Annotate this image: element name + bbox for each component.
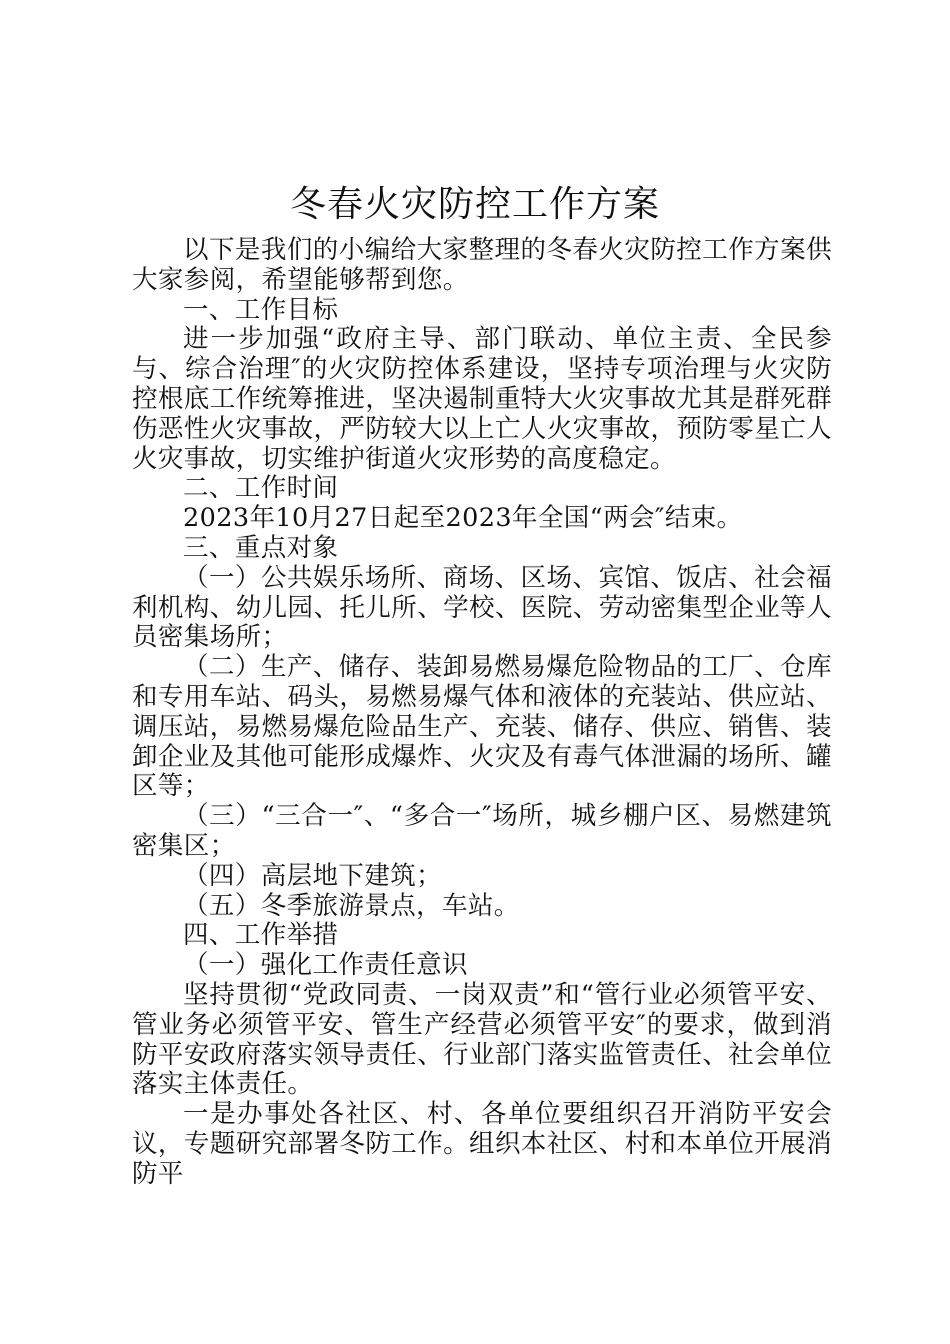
target-item-5: （五）冬季旅游景点，车站。 xyxy=(183,890,520,921)
measure-subheading-1: （一）强化工作责任意识 xyxy=(183,950,468,981)
target-item-4: （四）高层地下建筑； xyxy=(183,860,443,891)
measure-paragraph-2: 一是办事处各社区、村、各单位要组织召开消防平安会议，专题研究部署冬防工作。组织本社区、村和本单位开展消防平 xyxy=(132,1099,832,1189)
time-paragraph: 2023年10月27日起至2023年全国“两会″结束。 xyxy=(183,503,743,534)
measure-paragraph-1: 坚持贯彻“党政同责、一岗双责”和“管行业必须管平安、管业务必须管平安、管生产经营必须管平安″的要求，做到消防平安政府落实领导责任、行业部门落实监管责任、社会单位落实主体责任。 xyxy=(132,979,832,1100)
document-body xyxy=(132,236,832,1190)
target-item-1: （一）公共娱乐场所、商场、区场、宾馆、饭店、社会福利机构、幼儿园、托儿所、学校、医院、劳动密集型企业等人员密集场所； xyxy=(132,562,832,653)
section-heading-goals: 一、工作目标 xyxy=(183,294,339,325)
target-item-3: （三）“三合一″、“多合一″场所，城乡棚户区、易燃建筑密集区； xyxy=(132,801,832,861)
document-title: 冬春火灾防控工作方案 xyxy=(289,184,660,225)
section-heading-targets: 三、重点对象 xyxy=(183,532,339,563)
target-item-2: （二）生产、储存、装卸易燃易爆危险物品的工厂、仓库和专用车站、码头，易燃易爆气体和液体的充装站、供应站、调压站，易燃易爆危险品生产、充装、储存、供应、销售、装卸企业及其他可能形成爆炸、火灾及有毒气体泄漏的场所、罐区等； xyxy=(132,652,832,802)
section-heading-measures: 四、工作举措 xyxy=(183,920,339,951)
section-heading-time: 二、工作时间 xyxy=(183,473,339,504)
intro-paragraph: 以下是我们的小编给大家整理的冬春火灾防控工作方案供大家参阅，希望能够帮到您。 xyxy=(132,235,832,295)
goals-paragraph: 进一步加强“政府主导、部门联动、单位主责、全民参与、综合治理″的火灾防控体系建设，坚持专项治理与火灾防控根底工作统筹推进，坚决遏制重特大火灾事故尤其是群死群伤恶性火灾事故，严防较大以上亡人火灾事故，预防零星亡人火灾事故，切实维护街道火灾形势的高度稳定。 xyxy=(132,324,832,474)
